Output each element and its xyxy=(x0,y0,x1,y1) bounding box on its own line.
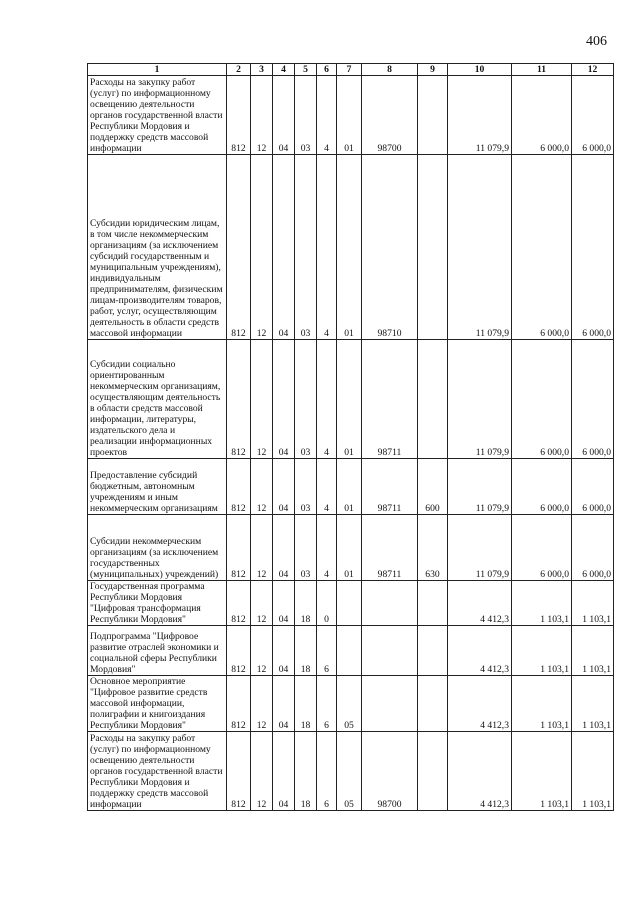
row-name-text: Предоставление субсидий бюджетным, автономным учреждениям и иным некоммерческим организациям xyxy=(90,470,218,514)
cell-col-12: 6 000,0 xyxy=(572,515,614,581)
cell-col-10: 4 412,3 xyxy=(448,626,512,676)
row-name xyxy=(88,732,227,811)
row-name-text: Расходы на закупку работ (услуг) по информационному освещению деятельности органов государственной власти Республики Мордовия и поддержку средств массовой информации xyxy=(90,77,223,154)
cell-col-2: 812 xyxy=(227,76,251,155)
cell-col-8: 98711 xyxy=(362,340,418,459)
cell-col-2: 812 xyxy=(227,626,251,676)
cell-col-12: 6 000,0 xyxy=(572,76,614,155)
cell-col-9 xyxy=(418,76,448,155)
row-name xyxy=(88,626,227,676)
cell-col-3: 12 xyxy=(251,76,273,155)
cell-col-6: 6 xyxy=(317,732,337,811)
column-header-1: 1 xyxy=(88,64,227,76)
table-row xyxy=(88,676,614,732)
row-name-text: Субсидии социально ориентированным некоммерческим организациям, осуществляющим деятельность в области средств массовой информации, литературы, издательского дела и реализации информационных проектов xyxy=(90,359,221,458)
cell-col-7 xyxy=(337,581,362,626)
cell-col-12: 1 103,1 xyxy=(572,581,614,626)
cell-col-8 xyxy=(362,626,418,676)
table-row xyxy=(88,155,614,340)
cell-col-3: 12 xyxy=(251,581,273,626)
cell-col-9: 630 xyxy=(418,515,448,581)
cell-col-11: 1 103,1 xyxy=(512,676,572,732)
cell-col-12: 1 103,1 xyxy=(572,732,614,811)
cell-col-4: 04 xyxy=(273,155,295,340)
column-header-11: 11 xyxy=(512,64,572,76)
cell-col-5: 18 xyxy=(295,581,317,626)
cell-col-10: 11 079,9 xyxy=(448,340,512,459)
cell-col-11: 6 000,0 xyxy=(512,340,572,459)
cell-col-8: 98700 xyxy=(362,76,418,155)
cell-col-10: 11 079,9 xyxy=(448,459,512,515)
cell-col-12: 6 000,0 xyxy=(572,459,614,515)
cell-col-5: 03 xyxy=(295,515,317,581)
page-number: 406 xyxy=(586,34,607,49)
cell-col-11: 6 000,0 xyxy=(512,515,572,581)
table-row xyxy=(88,459,614,515)
cell-col-12: 1 103,1 xyxy=(572,626,614,676)
cell-col-10: 11 079,9 xyxy=(448,76,512,155)
table-row xyxy=(88,76,614,155)
column-header-8: 8 xyxy=(362,64,418,76)
cell-col-4: 04 xyxy=(273,626,295,676)
cell-col-5: 18 xyxy=(295,626,317,676)
cell-col-11: 6 000,0 xyxy=(512,155,572,340)
column-header-4: 4 xyxy=(273,64,295,76)
cell-col-11: 6 000,0 xyxy=(512,459,572,515)
cell-col-4: 04 xyxy=(273,676,295,732)
cell-col-7: 01 xyxy=(337,340,362,459)
row-name-text: Основное мероприятие "Цифровое развитие средств массовой информации, полиграфии и книгоиздания Республики Мордовия" xyxy=(90,676,208,731)
cell-col-11: 1 103,1 xyxy=(512,581,572,626)
cell-col-12: 6 000,0 xyxy=(572,340,614,459)
cell-col-3: 12 xyxy=(251,340,273,459)
table-row xyxy=(88,581,614,626)
table-row xyxy=(88,340,614,459)
cell-col-9 xyxy=(418,676,448,732)
column-header-12: 12 xyxy=(572,64,614,76)
cell-col-10: 11 079,9 xyxy=(448,515,512,581)
cell-col-3: 12 xyxy=(251,732,273,811)
cell-col-8: 98711 xyxy=(362,459,418,515)
cell-col-9: 600 xyxy=(418,459,448,515)
row-name-text: Расходы на закупку работ (услуг) по информационному освещению деятельности органов государственной власти Республики Мордовия и поддержку средств массовой информации xyxy=(90,733,223,810)
cell-col-6: 6 xyxy=(317,676,337,732)
cell-col-7: 01 xyxy=(337,76,362,155)
cell-col-11: 1 103,1 xyxy=(512,626,572,676)
budget-table xyxy=(87,63,614,811)
table-body xyxy=(88,76,614,811)
cell-col-6: 6 xyxy=(317,626,337,676)
row-name-text: Субсидии юридическим лицам, в том числе некоммерческим организациям (за исключением субсидий государственным и муниципальным учреждениям), индивидуальным предпринимателям, физическим лицам-производителям товаров, работ, услуг, осуществляющим деятельность в области средств массовой информации xyxy=(90,218,223,339)
cell-col-9 xyxy=(418,155,448,340)
cell-col-2: 812 xyxy=(227,459,251,515)
row-name xyxy=(88,676,227,732)
cell-col-4: 04 xyxy=(273,732,295,811)
table-row xyxy=(88,515,614,581)
cell-col-8 xyxy=(362,676,418,732)
cell-col-4: 04 xyxy=(273,340,295,459)
column-header-9: 9 xyxy=(418,64,448,76)
cell-col-9 xyxy=(418,732,448,811)
cell-col-9 xyxy=(418,626,448,676)
cell-col-5: 03 xyxy=(295,459,317,515)
cell-col-12: 1 103,1 xyxy=(572,676,614,732)
cell-col-7 xyxy=(337,626,362,676)
cell-col-3: 12 xyxy=(251,515,273,581)
cell-col-2: 812 xyxy=(227,676,251,732)
cell-col-11: 6 000,0 xyxy=(512,76,572,155)
cell-col-7: 05 xyxy=(337,732,362,811)
cell-col-6: 4 xyxy=(317,340,337,459)
cell-col-7: 01 xyxy=(337,459,362,515)
cell-col-6: 4 xyxy=(317,155,337,340)
cell-col-9 xyxy=(418,581,448,626)
cell-col-8: 98700 xyxy=(362,732,418,811)
cell-col-10: 4 412,3 xyxy=(448,676,512,732)
cell-col-2: 812 xyxy=(227,515,251,581)
cell-col-4: 04 xyxy=(273,459,295,515)
cell-col-6: 4 xyxy=(317,515,337,581)
cell-col-3: 12 xyxy=(251,459,273,515)
cell-col-10: 4 412,3 xyxy=(448,732,512,811)
cell-col-5: 18 xyxy=(295,676,317,732)
cell-col-2: 812 xyxy=(227,581,251,626)
cell-col-4: 04 xyxy=(273,515,295,581)
cell-col-10: 4 412,3 xyxy=(448,581,512,626)
cell-col-2: 812 xyxy=(227,340,251,459)
cell-col-6: 4 xyxy=(317,76,337,155)
cell-col-2: 812 xyxy=(227,732,251,811)
row-name xyxy=(88,459,227,515)
row-name xyxy=(88,515,227,581)
column-header-6: 6 xyxy=(317,64,337,76)
cell-col-3: 12 xyxy=(251,626,273,676)
cell-col-7: 01 xyxy=(337,155,362,340)
cell-col-5: 03 xyxy=(295,340,317,459)
cell-col-9 xyxy=(418,340,448,459)
cell-col-5: 18 xyxy=(295,732,317,811)
column-header-2: 2 xyxy=(227,64,251,76)
row-name-text: Подпрограмма "Цифровое развитие отраслей экономики и социальной сферы Республики Мордовия" xyxy=(90,631,219,675)
row-name xyxy=(88,155,227,340)
cell-col-4: 04 xyxy=(273,581,295,626)
row-name-text: Субсидии некоммерческим организациям (за исключением государственных (муниципальных) учреждений) xyxy=(90,536,219,580)
cell-col-2: 812 xyxy=(227,155,251,340)
cell-col-5: 03 xyxy=(295,76,317,155)
cell-col-4: 04 xyxy=(273,76,295,155)
cell-col-6: 0 xyxy=(317,581,337,626)
column-header-5: 5 xyxy=(295,64,317,76)
cell-col-7: 01 xyxy=(337,515,362,581)
cell-col-3: 12 xyxy=(251,676,273,732)
table-row xyxy=(88,732,614,811)
cell-col-12: 6 000,0 xyxy=(572,155,614,340)
header-row xyxy=(88,64,614,76)
cell-col-6: 4 xyxy=(317,459,337,515)
cell-col-8 xyxy=(362,581,418,626)
table-row xyxy=(88,626,614,676)
cell-col-10: 11 079,9 xyxy=(448,155,512,340)
cell-col-11: 1 103,1 xyxy=(512,732,572,811)
cell-col-8: 98710 xyxy=(362,155,418,340)
column-header-10: 10 xyxy=(448,64,512,76)
cell-col-8: 98711 xyxy=(362,515,418,581)
column-header-7: 7 xyxy=(337,64,362,76)
row-name-text: Государственная программа Республики Мордовия "Цифровая трансформация Республики Мордовия" xyxy=(90,581,205,625)
column-header-3: 3 xyxy=(251,64,273,76)
cell-col-3: 12 xyxy=(251,155,273,340)
row-name xyxy=(88,340,227,459)
row-name xyxy=(88,76,227,155)
row-name xyxy=(88,581,227,626)
cell-col-5: 03 xyxy=(295,155,317,340)
cell-col-7: 05 xyxy=(337,676,362,732)
